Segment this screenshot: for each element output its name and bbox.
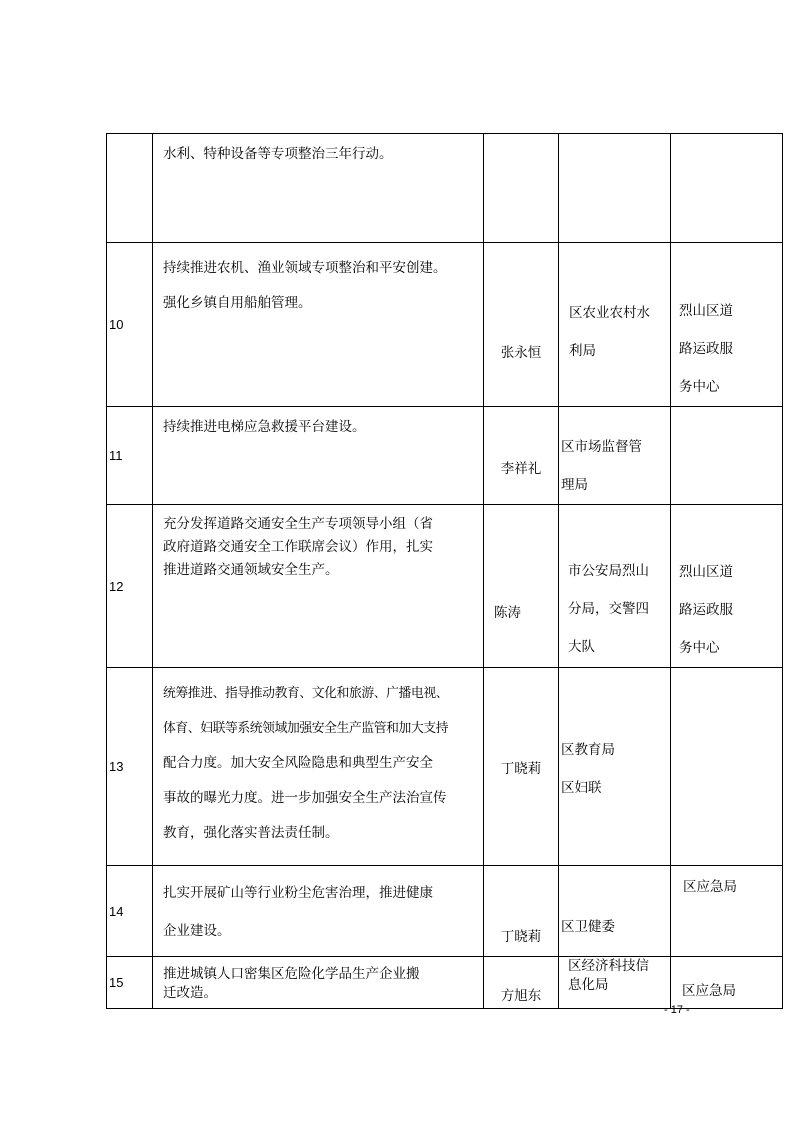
task-cell [153, 957, 484, 1009]
task-text: 事故的曝光力度。进一步加强安全生产法治宣传 [163, 790, 447, 806]
lead-org-text: 区农业农村水 [569, 305, 650, 321]
responsible-person: 方旭东 [484, 957, 559, 1009]
lead-org-cell [559, 505, 671, 668]
table-row [107, 957, 783, 1009]
lead-org-text: 区经济科技信 [568, 958, 649, 974]
task-text: 政府道路交通安全工作联席会议）作用，扎实 [163, 539, 433, 555]
task-cell [153, 134, 484, 243]
task-table [106, 133, 783, 1009]
table-row [107, 668, 783, 866]
lead-org-cell [559, 866, 671, 957]
lead-org-cell [559, 243, 671, 407]
task-cell [153, 866, 484, 957]
task-text: 迁改造。 [163, 985, 217, 1001]
coop-org-text: 路运政服 [679, 602, 733, 618]
lead-org-text: 区教育局 [561, 742, 615, 758]
coop-org-cell [671, 668, 783, 866]
task-cell [153, 407, 484, 505]
lead-org-text: 区卫健委 [561, 919, 615, 935]
task-cell [153, 505, 484, 668]
coop-org-text: 区应急局 [682, 983, 736, 999]
lead-org-cell [559, 957, 671, 1009]
coop-org-text: 路运政服 [679, 341, 733, 357]
lead-org-text: 市公安局烈山 [568, 563, 649, 579]
table-row [107, 134, 783, 243]
row-number: 15 [107, 957, 153, 1009]
lead-org-text: 区市场监督管 [561, 439, 642, 455]
task-text: 企业建设。 [163, 923, 231, 939]
coop-org-text: 区应急局 [683, 879, 737, 895]
row-number: 11 [107, 407, 153, 505]
responsible-person: 丁晓莉 [484, 866, 559, 957]
table-row [107, 407, 783, 505]
task-text: 扎实开展矿山等行业粉尘危害治理，推进健康 [163, 885, 433, 901]
table-row [107, 505, 783, 668]
lead-org-text: 大队 [568, 639, 595, 655]
lead-org-text: 利局 [569, 343, 596, 359]
task-text: 水利、特种设备等专项整治三年行动。 [163, 146, 393, 162]
page-number: - 17 - [664, 1004, 690, 1016]
coop-org-text: 烈山区道 [679, 564, 733, 580]
table-row [107, 243, 783, 407]
coop-org-cell [671, 866, 783, 957]
task-text: 教育，强化落实普法责任制。 [163, 825, 339, 841]
task-text: 统筹推进、指导推动教育、文化和旅游、广播电视、 [163, 686, 449, 701]
responsible-person: 丁晓莉 [484, 668, 559, 866]
task-text: 持续推进农机、渔业领域专项整治和平安创建。 [163, 260, 447, 276]
lead-org-text: 区妇联 [561, 780, 602, 796]
task-text: 推进道路交通领域安全生产。 [163, 562, 339, 578]
coop-org-cell [671, 407, 783, 505]
row-number: 13 [107, 668, 153, 866]
row-number [107, 134, 153, 243]
lead-org-cell [559, 134, 671, 243]
lead-org-text: 理局 [561, 477, 588, 493]
task-text: 推进城镇人口密集区危险化学品生产企业搬 [163, 966, 420, 982]
task-text: 强化乡镇自用船舶管理。 [163, 295, 312, 311]
coop-org-cell [671, 957, 783, 1009]
coop-org-cell [671, 243, 783, 407]
row-number: 10 [107, 243, 153, 407]
coop-org-text: 烈山区道 [679, 303, 733, 319]
lead-org-cell [559, 668, 671, 866]
row-number: 12 [107, 505, 153, 668]
lead-org-cell [559, 407, 671, 505]
task-text: 配合力度。加大安全风险隐患和典型生产安全 [163, 755, 433, 771]
task-cell [153, 668, 484, 866]
coop-org-cell [671, 505, 783, 668]
lead-org-text: 息化局 [568, 977, 609, 993]
task-text: 体育、妇联等系统领域加强安全生产监管和加大支持 [163, 721, 449, 736]
coop-org-text: 务中心 [679, 379, 720, 395]
responsible-person [484, 134, 559, 243]
responsible-person: 张永恒 [484, 243, 559, 407]
task-cell [153, 243, 484, 407]
task-text: 充分发挥道路交通安全生产专项领导小组（省 [163, 516, 433, 532]
coop-org-cell [671, 134, 783, 243]
row-number: 14 [107, 866, 153, 957]
task-text: 持续推进电梯应急救援平台建设。 [163, 419, 366, 435]
coop-org-text: 务中心 [679, 640, 720, 656]
lead-org-text: 分局，交警四 [568, 601, 649, 617]
responsible-person: 陈涛 [484, 505, 559, 668]
responsible-person: 李祥礼 [484, 407, 559, 505]
table-row [107, 866, 783, 957]
